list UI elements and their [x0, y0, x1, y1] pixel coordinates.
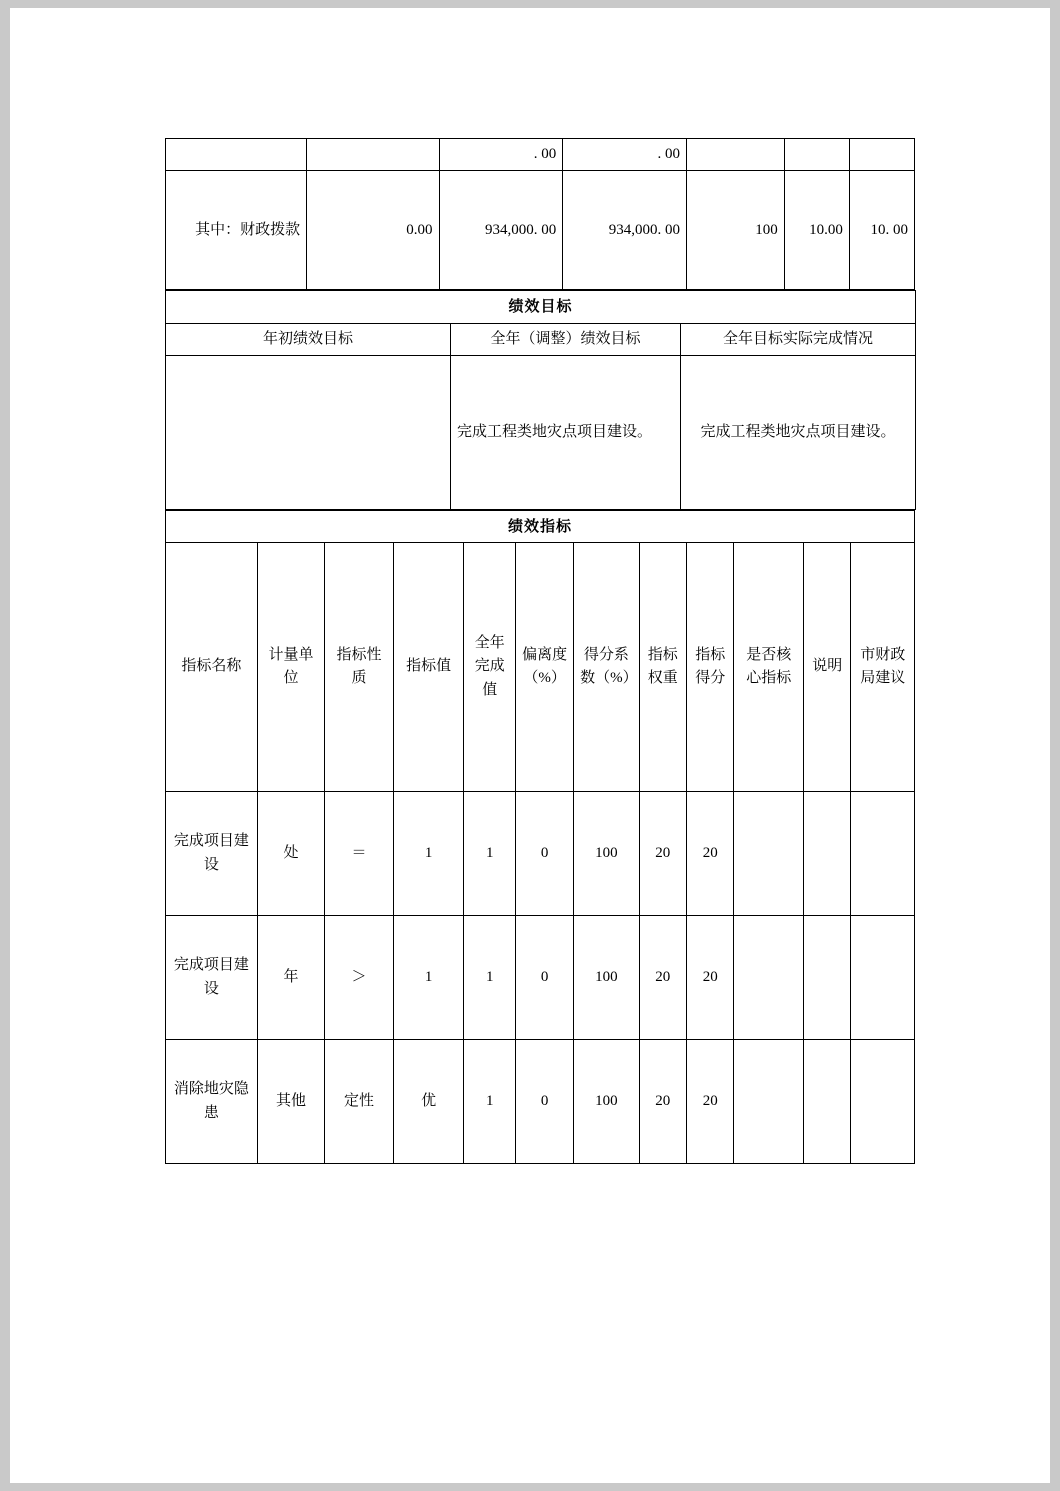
- cell-note: [804, 1040, 851, 1164]
- performance-goal-title: 绩效目标: [166, 291, 916, 323]
- header-actual-completion: 全年目标实际完成情况: [681, 323, 916, 355]
- header-initial-goal: 年初绩效目标: [166, 323, 451, 355]
- table-row: [166, 139, 915, 171]
- header-unit: 计量单位: [257, 543, 325, 792]
- budget-amount-table: [165, 138, 915, 290]
- performance-report-sheet: [165, 138, 915, 1164]
- value-adjusted-goal: 完成工程类地灾点项目建设。: [451, 355, 681, 509]
- cell-is-core: [734, 792, 804, 916]
- row-label: 其中：财政拨款: [166, 171, 307, 290]
- cell-deviation: 0: [516, 916, 574, 1040]
- performance-goal-title-row: [166, 291, 916, 323]
- cell-advice: [851, 1040, 915, 1164]
- row-col7: [849, 139, 914, 171]
- cell-deviation: 0: [516, 792, 574, 916]
- cell-index-name: 完成项目建设: [166, 916, 258, 1040]
- cell-nature: ＝: [325, 792, 394, 916]
- cell-index-value: 优: [393, 1040, 464, 1164]
- header-deviation: 偏离度（%）: [516, 543, 574, 792]
- cell-index-name: 完成项目建设: [166, 792, 258, 916]
- row-col2: [307, 139, 439, 171]
- row-col4: 934,000. 00: [563, 171, 687, 290]
- performance-index-title: 绩效指标: [166, 510, 915, 542]
- cell-unit: 年: [257, 916, 325, 1040]
- row-col2: 0.00: [307, 171, 439, 290]
- row-col6: 10.00: [784, 171, 849, 290]
- cell-nature: ＞: [325, 916, 394, 1040]
- cell-score-coefficient: 100: [574, 916, 639, 1040]
- header-weight: 指标权重: [639, 543, 686, 792]
- performance-goal-value-row: [166, 355, 916, 509]
- table-row: [166, 916, 915, 1040]
- cell-annual-actual: 1: [464, 1040, 516, 1164]
- cell-index-name: 消除地灾隐患: [166, 1040, 258, 1164]
- header-nature: 指标性质: [325, 543, 394, 792]
- performance-goal-header-row: [166, 323, 916, 355]
- cell-weight: 20: [639, 916, 686, 1040]
- cell-note: [804, 792, 851, 916]
- cell-score: 20: [686, 916, 733, 1040]
- cell-score: 20: [686, 1040, 733, 1164]
- row-col4: . 00: [563, 139, 687, 171]
- cell-unit: 处: [257, 792, 325, 916]
- performance-index-title-row: [166, 510, 915, 542]
- cell-score-coefficient: 100: [574, 792, 639, 916]
- header-annual-actual: 全年完成值: [464, 543, 516, 792]
- row-col7: 10. 00: [849, 171, 914, 290]
- value-actual-completion: 完成工程类地灾点项目建设。: [681, 355, 916, 509]
- table-row: [166, 792, 915, 916]
- performance-index-table: [165, 510, 915, 1164]
- table-row: [166, 1040, 915, 1164]
- cell-annual-actual: 1: [464, 916, 516, 1040]
- header-score: 指标得分: [686, 543, 733, 792]
- cell-advice: [851, 916, 915, 1040]
- cell-score: 20: [686, 792, 733, 916]
- cell-nature: 定性: [325, 1040, 394, 1164]
- cell-unit: 其他: [257, 1040, 325, 1164]
- cell-note: [804, 916, 851, 1040]
- row-col6: [784, 139, 849, 171]
- cell-index-value: 1: [393, 792, 464, 916]
- table-row: [166, 171, 915, 290]
- row-col5: 100: [687, 171, 785, 290]
- cell-is-core: [734, 1040, 804, 1164]
- header-is-core: 是否核心指标: [734, 543, 804, 792]
- cell-annual-actual: 1: [464, 792, 516, 916]
- cell-weight: 20: [639, 1040, 686, 1164]
- header-advice: 市财政局建议: [851, 543, 915, 792]
- row-label: [166, 139, 307, 171]
- cell-advice: [851, 792, 915, 916]
- header-index-value: 指标值: [393, 543, 464, 792]
- row-col5: [687, 139, 785, 171]
- header-index-name: 指标名称: [166, 543, 258, 792]
- cell-score-coefficient: 100: [574, 1040, 639, 1164]
- header-adjusted-goal: 全年（调整）绩效目标: [451, 323, 681, 355]
- cell-index-value: 1: [393, 916, 464, 1040]
- row-col3: 934,000. 00: [439, 171, 563, 290]
- header-score-coefficient: 得分系数（%）: [574, 543, 639, 792]
- value-initial-goal: [166, 355, 451, 509]
- cell-deviation: 0: [516, 1040, 574, 1164]
- cell-is-core: [734, 916, 804, 1040]
- document-page: [10, 8, 1050, 1483]
- cell-weight: 20: [639, 792, 686, 916]
- row-col3: . 00: [439, 139, 563, 171]
- performance-goal-table: [165, 290, 916, 510]
- header-note: 说明: [804, 543, 851, 792]
- performance-index-header-row: [166, 543, 915, 792]
